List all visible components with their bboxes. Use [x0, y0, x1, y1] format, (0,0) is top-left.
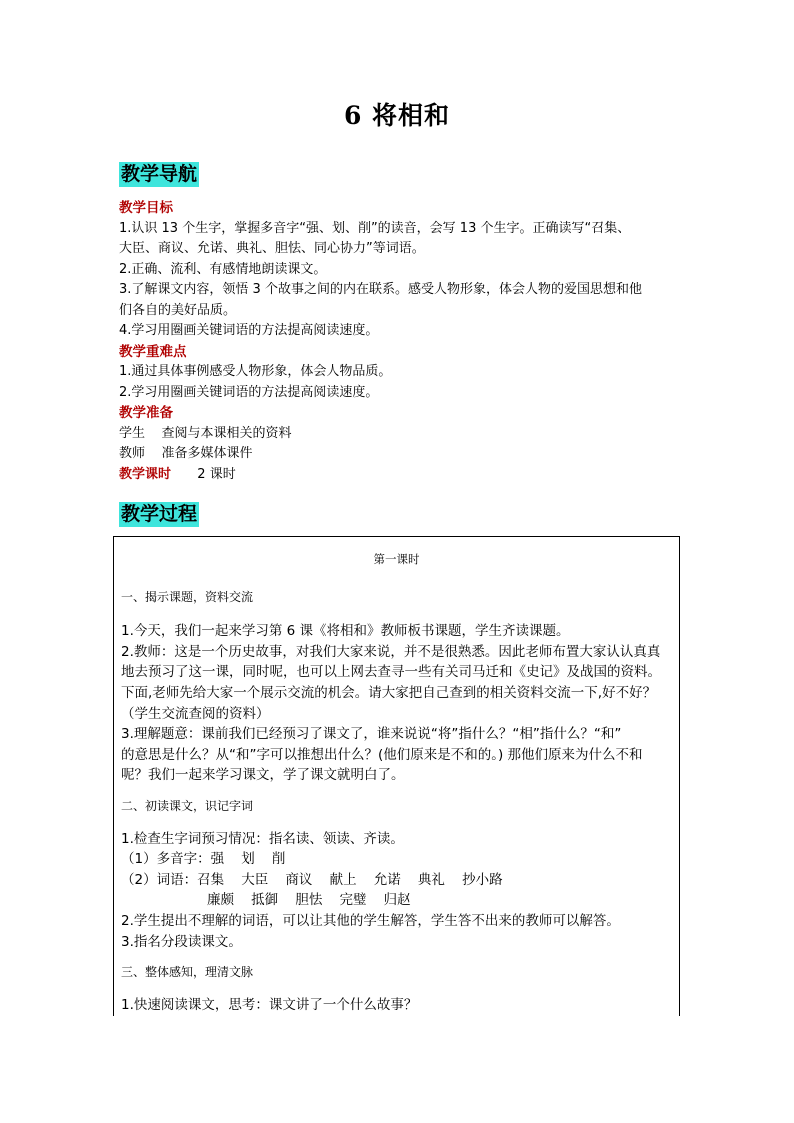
- key-point-line: 2.学习用圈画关键词语的方法提高阅读速度。: [119, 384, 379, 400]
- lesson-table: [113, 536, 680, 1016]
- page-title: 6 将相和: [343, 101, 451, 130]
- goal-line: 4.学习用圈画关键词语的方法提高阅读速度。: [119, 323, 379, 338]
- paragraph-line: 的意思是什么？从“和”字可以推想出什么？(他们原来是不和的。) 那他们原来为什么不和: [121, 746, 643, 763]
- paragraph-line: （1）多音字：强 划 削: [121, 851, 286, 868]
- lesson-cell: [114, 549, 679, 1015]
- goals-heading: 教学目标: [119, 200, 173, 216]
- prep-heading: 教学准备: [119, 405, 173, 421]
- hours-line: [119, 465, 689, 486]
- paragraph-line: 地去预习了这一课，同时呢，也可以上网去查寻一些有关司马迁和《史记》及战国的资料。: [121, 664, 661, 681]
- goal-line: 2.正确、流利、有感情地朗读课文。: [119, 261, 327, 277]
- part-heading: 三、整体感知，理清文脉: [121, 965, 254, 980]
- prep-line: 教师 准备多媒体课件: [119, 446, 253, 461]
- paragraph-line: 1.快速阅读课文，思考：课文讲了一个什么故事？: [121, 996, 418, 1013]
- section-heading-nav: 教学导航: [121, 163, 198, 185]
- part-heading: 二、初读课文，识记字词: [121, 798, 254, 813]
- key-points-heading: 教学重难点: [119, 343, 187, 360]
- nav-section: [119, 198, 689, 485]
- hours-value: 2 课时: [197, 466, 236, 482]
- paragraph-line: 2.学生提出不理解的词语，可以让其他的学生解答，学生答不出来的教师可以解答。: [121, 912, 620, 929]
- paragraph-line: 呢？我们一起来学习课文，学了课文就明白了。: [121, 767, 405, 784]
- paragraph-line: 3.指名分段读课文。: [121, 933, 242, 950]
- key-point-line: 1.通过具体事例感受人物形象，体会人物品质。: [119, 364, 392, 379]
- goal-line: 3.了解课文内容，领悟 3 个故事之间的内在联系。感受人物形象，体会人物的爱国思想和他: [119, 282, 642, 297]
- paragraph-line: 1.今天，我们一起来学习第 6 课《将相和》教师板书课题，学生齐读课题。: [121, 623, 570, 640]
- goal-line: 大臣、商议、允诺、典礼、胆怯、同心协力”等词语。: [119, 241, 425, 256]
- paragraph-line: （2）词语：召集 大臣 商议 献上 允诺 典礼 抄小路: [121, 871, 503, 888]
- paragraph-line: 2.教师：这是一个历史故事，对我们大家来说，并不是很熟悉。因此老师布置大家认认真真: [121, 643, 661, 660]
- part-heading: 一、揭示课题，资料交流: [121, 589, 254, 604]
- lesson-title: 第一课时: [373, 552, 420, 566]
- goal-line: 们各自的美好品质。: [119, 302, 237, 318]
- goal-line: 1.认识 13 个生字，掌握多音字“强、划、削”的读音，会写 13 个生字。正确读写“召集、: [119, 220, 631, 236]
- paragraph-line: 3.理解题意：课前我们已经预习了课文了，谁来说说“将”指什么？“相”指什么？“和”: [121, 726, 622, 743]
- hours-label: 教学课时: [119, 466, 172, 482]
- paragraph-line: 廉颇 抵御 胆怯 完璧 归赵: [207, 892, 411, 909]
- paragraph-line: 下面,老师先给大家一个展示交流的机会。请大家把自己查到的相关资料交流一下,好不好？: [121, 684, 657, 701]
- paragraph-line: 1.检查生字词预习情况：指名读、领读、齐读。: [121, 830, 404, 847]
- prep-line: 学生 查阅与本课相关的资料: [119, 425, 292, 441]
- paragraph-line: （学生交流查阅的资料）: [121, 705, 270, 722]
- section-heading-process: 教学过程: [121, 503, 198, 525]
